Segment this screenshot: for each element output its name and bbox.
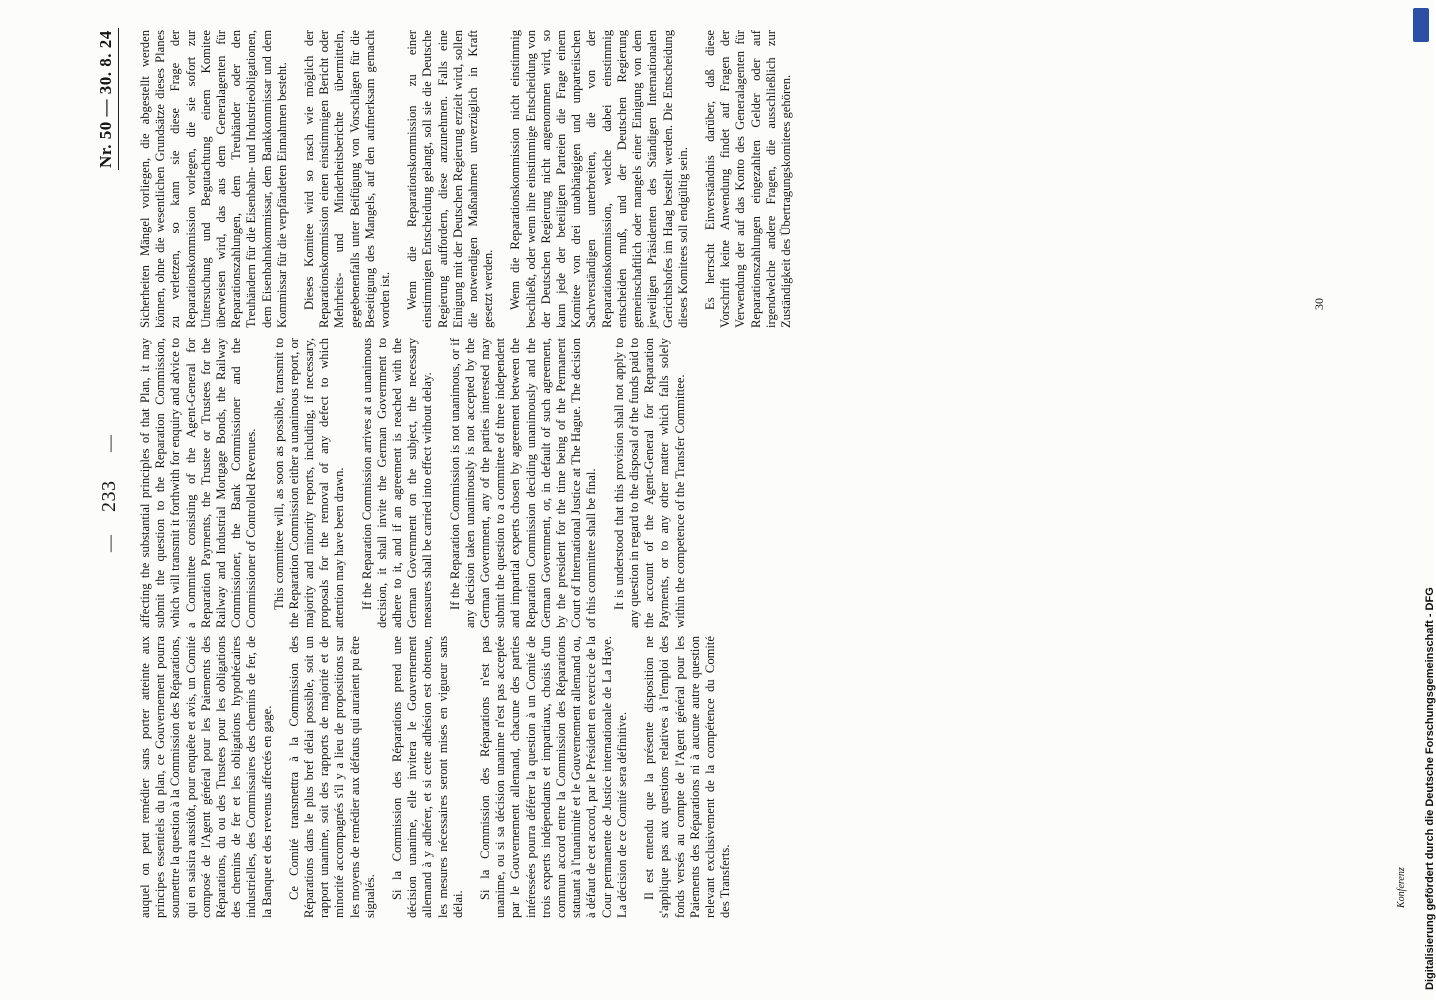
english-paragraph: If the Reparation Commission arrives at a unanimous decision, it shall invite the German Government to adhere to it, and if an agreement is reached with the German Government on the subject, the necessary measures shall be carried into effect without delay. <box>359 338 435 628</box>
french-paragraph: Ce Comité transmettra à la Commission des Réparations dans le plus bref délai possible, soit un rapport unanime, soit des rapports de majorité et de minorité accompagnés s'il y a lieu de propositions sur les moyens de remédier aux défauts qui auraient pu être signalés. <box>286 636 377 918</box>
english-column <box>138 338 700 628</box>
german-paragraph: Wenn die Reparationskommission nicht einstimmig beschließt, oder wenn ihre einstimmige Entscheidung von der Deutschen Regierung nicht angenommen wird, so kann jede der beteiligten Parteien die Frage einem Komitee von drei unabhängigen und unparteiischen Sachverständigen unterbreiten, die von der Reparationskommission, welche dabei einstimmig entscheiden muß, und der Deutschen Regierung gemeinschaftlich oder mangels einer Einigung von dem jeweiligen Präsidenten des Ständigen Internationalen Gerichtshofes im Haag bestellt werden. Die Entscheidung dieses Komitees soll endgültig sein. <box>508 30 690 328</box>
german-paragraph: Es herrscht Einverständnis darüber, daß diese Vorschrift keine Anwendung findet auf Fragen der Verwendung der auf das Konto des Generalagenten für Reparationszahlungen eingezahlten Gelder oder auf irgendwelche andere Fragen, die ausschließlich zur Zuständigkeit des Übertragungskomitees gehören. <box>702 30 793 328</box>
english-paragraph: It is understood that this provision shall not apply to any question in regard to the disposal of the funds paid to the account of the Agent-General for Reparation Payments, or to any other matter which falls solely within the competence of the Transfer Committee. <box>611 338 687 628</box>
english-paragraph: If the Reparation Commission is not unanimous, or if any decision taken unanimously is not accepted by the German Government, any of the parties interested may submit the question to a committee of three independent and impartial experts chosen by agreement between the Reparation Commission deciding unanimously and the German Government, or, in default of such agreement, by the president for the time being of the Permanent Court of International Justice at The Hague. The decision of this committee shall be final. <box>447 338 599 628</box>
header-dash-left: — <box>100 534 119 552</box>
french-column <box>138 636 745 918</box>
catchword: Konferenz <box>1396 867 1407 908</box>
page-number: 233 <box>98 480 120 512</box>
header-underline <box>118 28 119 170</box>
digitization-credit: Digitalisierung gefördert durch die Deutsche Forschungsgemeinschaft - DFG <box>1424 587 1436 990</box>
english-paragraph: This committee will, as soon as possible, transmit to the Reparation Commission either a unanimous report, or majority and minority reports, including, if necessary, proposals for the removal of any defect to which attention may have been drawn. <box>271 338 347 628</box>
french-paragraph: Il est entendu que la présente disposition ne s'applique pas aux questions relatives à l'emploi des fonds versés au compte de l'Agent général pour les Paiements des Réparations ni à aucune autre question relevant exclusivement de la compétence du Comité des Transferts. <box>642 636 733 918</box>
french-paragraph: Si la Commission des Réparations prend une décision unanime, elle invitera le Gouvernement allemand à y adhérer, et si cette adhésion est obtenue, les mesures nécessaires seront mises en vigueur sans délai. <box>390 636 465 918</box>
german-paragraph: Wenn die Reparationskommission zu einer einstimmigen Entscheidung gelangt, soll sie die Deutsche Regierung auffordern, diese anzunehmen. Falls eine Einigung mit der Deutschen Regierung erzielt wird, sollen die notwendigen Maßnahmen unverzüglich in Kraft gesetzt werden. <box>405 30 496 328</box>
issue-date: Nr. 50 — 30. 8. 24 <box>96 30 115 168</box>
german-column <box>138 30 806 328</box>
french-paragraph: Si la Commission des Réparations n'est pas unanime, ou si sa décision unanime n'est pas acceptée par le Gouvernement allemand, chacune des parties intéressées pourra déférer la question à un Comité de trois experts indépendants et impartiaux, choisis d'un commun accord entre la Commission des Réparations statuant à l'unanimité et le Gouvernement allemand ou, à défaut de cet accord, par le Président en exercice de la Cour permanente de Justice internationale de La Haye. La décision de ce Comité sera définitive. <box>478 636 629 918</box>
german-paragraph: Dieses Komitee wird so rasch wie möglich der Reparationskommission einen einstimmigen Bericht oder Mehrheits- und Minderheitsberichte übermitteln, gegebenenfalls unter Beifügung von Vorschlägen für die Beseitigung des Mangels, auf den aufmerksam gemacht worden ist. <box>302 30 393 328</box>
header-dash-right: — <box>100 434 119 452</box>
french-paragraph: auquel on peut remédier sans porter atteinte aux principes essentiels du plan, ce Gouvernement pourra soumettre la question à la Commission des Réparations, qui en saisira aussitôt, pour enquête et avis, un Comité composé de l'Agent général pour les Paiements des Réparations, du ou des Trustees pour les obligations des chemins de fer et les obligations hypothécaires industrielles, des Commissaires des chemins de fer, de la Banque et des revenus affectés en gage. <box>138 636 274 918</box>
sheet-number: 30 <box>1312 298 1326 310</box>
german-paragraph: Sicherheiten Mängel vorliegen, die abgestellt werden können, ohne die wesentlichen Grundsätze dieses Planes zu verletzen, so kann sie diese Frage der Reparationskommission vorlegen, die sie sofort zur Untersuchung und Begutachtung einem Komitee überweisen wird, das aus dem Generalagenten für Reparationszahlungen, dem Treuhänder oder den Treuhändern für die Eisenbahn- und Industrieobligationen, dem Eisenbahnkommissar, dem Bankkommissar und dem Kommissar für die verpfändeten Einnahmen besteht. <box>138 30 289 328</box>
english-paragraph: affecting the substantial principles of that Plan, it may submit the question to the Reparation Commission, which will transmit it forthwith for enquiry and advice to a Committee consisting of the Agent-General for Reparation Payments, the Trustee or Trustees for the Railway and Industrial Mortgage Bonds, the Railway Commissioner, the Bank Commissioner and the Commissioner of Controlled Revenues. <box>138 338 259 628</box>
